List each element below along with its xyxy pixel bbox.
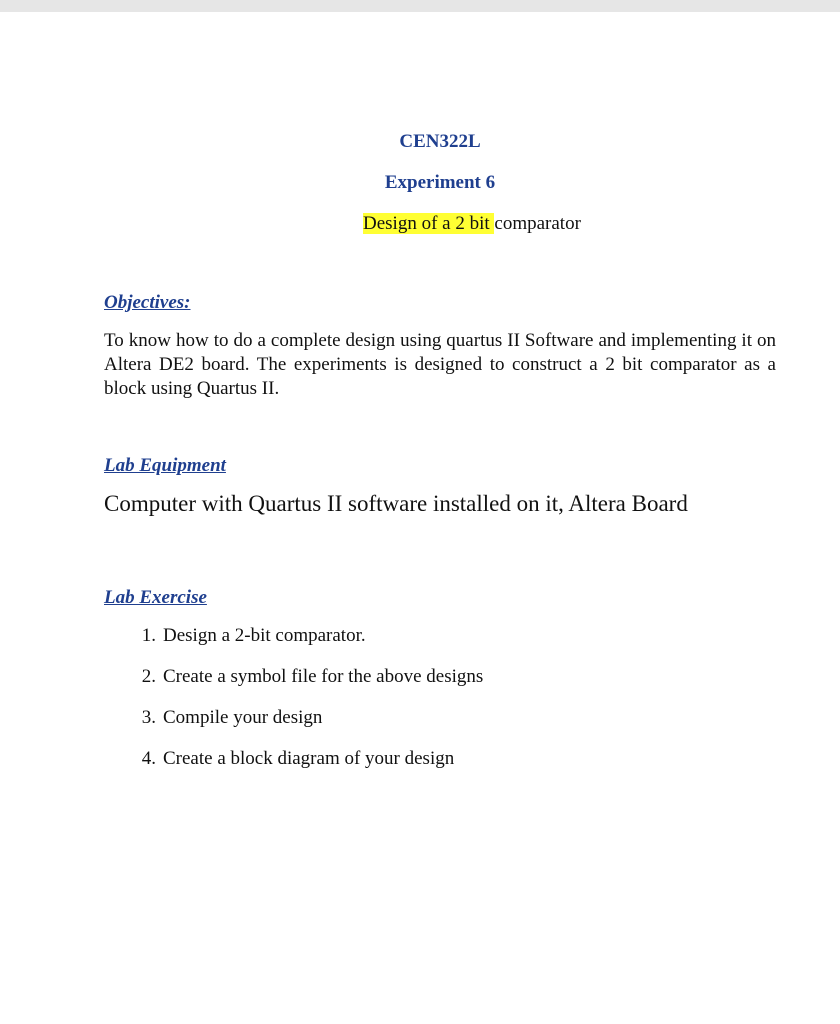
list-item	[104, 706, 483, 747]
document-page	[0, 12, 840, 1024]
viewer-top-bar	[0, 0, 840, 12]
list-item-number: 1.	[141, 625, 156, 646]
list-item	[104, 624, 483, 665]
list-item-text: Compile your design	[163, 707, 323, 728]
lab-equipment-heading: Lab Equipment	[104, 455, 226, 476]
subtitle-highlighted-text: Design of a 2 bit	[363, 213, 495, 234]
list-item-number: 3.	[141, 707, 156, 728]
objectives-heading: Objectives:	[104, 292, 191, 313]
lab-equipment-text: Computer with Quartus II software installed on it, Altera Board	[104, 491, 688, 516]
experiment-title: Experiment 6	[384, 172, 496, 193]
list-item	[104, 747, 483, 788]
list-item-text: Create a block diagram of your design	[163, 748, 455, 769]
list-item-text: Design a 2-bit comparator.	[163, 625, 366, 646]
subtitle-rest-text: comparator	[494, 213, 581, 234]
objectives-text: To know how to do a complete design using quartus II Software and implementing it on Altera DE2 board. The experiments is designed to construct a 2 bit comparator as a block using Quartus II.	[104, 330, 776, 399]
list-item-text: Create a symbol file for the above designs	[163, 666, 484, 687]
lab-exercise-list	[104, 624, 483, 788]
list-item-number: 2.	[141, 666, 156, 687]
lab-exercise-heading: Lab Exercise	[104, 587, 207, 608]
course-code: CEN322L	[399, 131, 481, 152]
list-item	[104, 665, 483, 706]
list-item-number: 4.	[141, 748, 156, 769]
experiment-subtitle	[363, 212, 581, 236]
